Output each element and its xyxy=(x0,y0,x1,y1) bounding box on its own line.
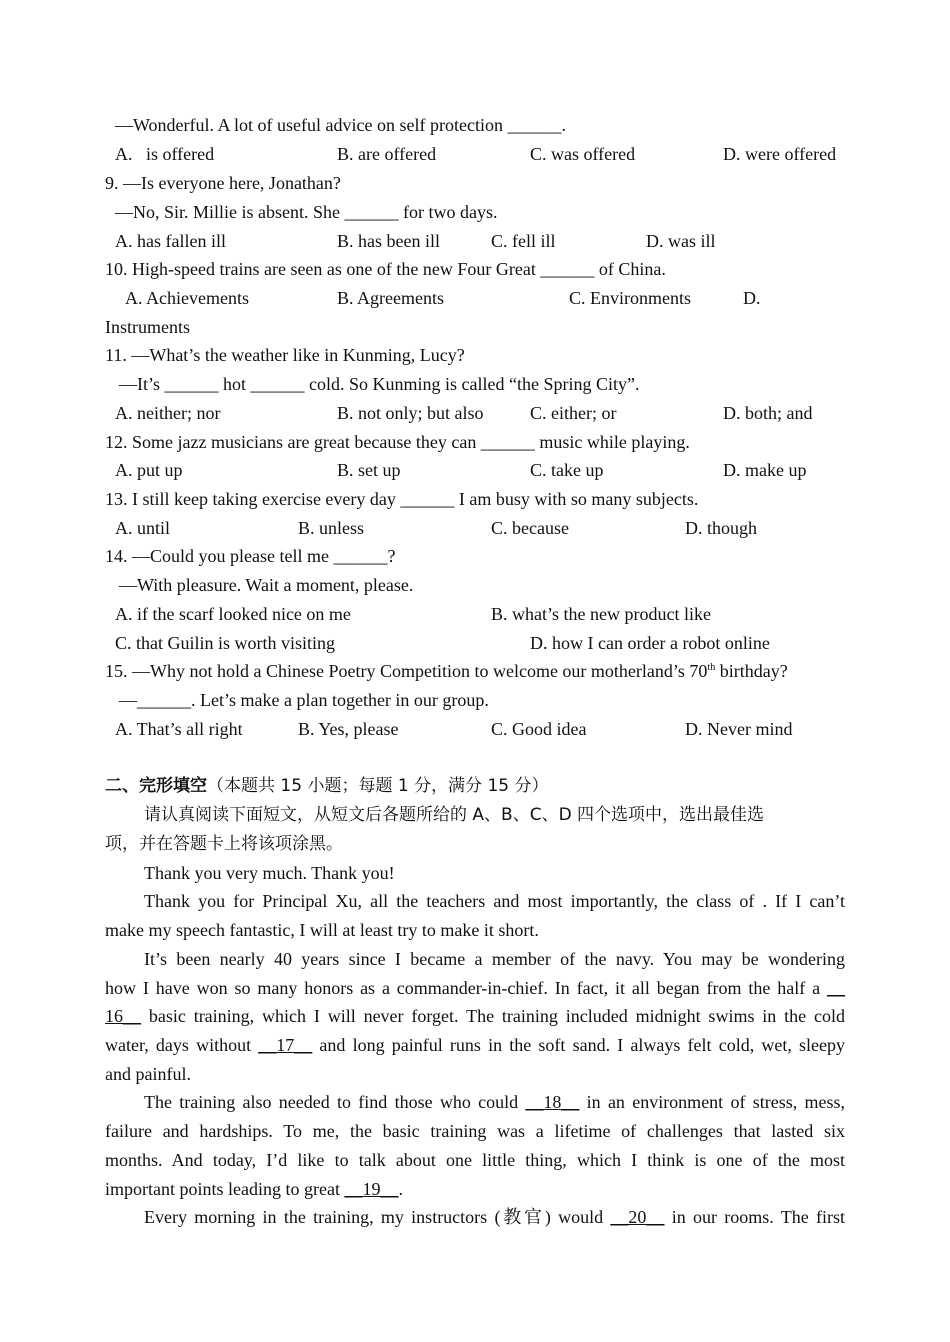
section-heading: 二、完形填空（本题共 15 小题；每题 1 分，满分 15 分） xyxy=(105,776,549,796)
q8-option-b: B. are offered xyxy=(337,144,437,164)
q15-answer-line: —______. Let’s make a plan together in our group. xyxy=(119,690,489,710)
passage-p2-line-2: make my speech fantastic, I will at least try to make it short. xyxy=(105,920,539,940)
q15-superscript: th xyxy=(707,662,716,673)
q10-option-b: B. Agreements xyxy=(337,288,444,308)
q12-option-d: D. make up xyxy=(723,460,807,480)
q10-option-d: D. xyxy=(743,288,761,308)
q12-question: 12. Some jazz musicians are great because they can ______ music while playing. xyxy=(105,432,690,452)
q8-answer-line: —Wonderful. A lot of useful advice on self protection ______. xyxy=(115,115,566,135)
q9-option-c: C. fell ill xyxy=(491,231,556,251)
q14-question: 14. —Could you please tell me ______? xyxy=(105,546,396,566)
passage-p3-line-2: how I have won so many honors as a commander-in-chief. In fact, it all began from the half a __ xyxy=(105,978,845,998)
q15-option-d: D. Never mind xyxy=(685,719,793,739)
q15-option-a: A. That’s all right xyxy=(115,719,243,739)
blank-16-start: __ xyxy=(827,978,845,998)
q11-option-d: D. both; and xyxy=(723,403,813,423)
q11-question: 11. —What’s the weather like in Kunming, Lucy? xyxy=(105,345,465,365)
q13-option-a: A. until xyxy=(115,518,171,538)
q9-question: 9. —Is everyone here, Jonathan? xyxy=(105,173,341,193)
q11-answer-line: —It’s ______ hot ______ cold. So Kunming is called “the Spring City”. xyxy=(119,374,640,394)
passage-p4-line-3: months. And today, I’d like to talk about one little thing, which I think is one of the most xyxy=(105,1150,845,1170)
blank-20: __20__ xyxy=(610,1207,665,1227)
q15-option-c: C. Good idea xyxy=(491,719,587,739)
passage-p3-line-5: and painful. xyxy=(105,1064,191,1084)
blank-16: 16__ xyxy=(105,1006,141,1026)
q8-option-d: D. were offered xyxy=(723,144,837,164)
passage-p4-line-2: failure and hardships. To me, the basic training was a lifetime of challenges that lasted six xyxy=(105,1121,845,1141)
passage-p3-line-1: It’s been nearly 40 years since I became a member of the navy. You may be wondering xyxy=(144,949,845,969)
instruction-line-2: 项，并在答题卡上将该项涂黑。 xyxy=(105,834,343,854)
q14-option-b: B. what’s the new product like xyxy=(491,604,711,624)
q8-option-a: A. is offered xyxy=(115,144,215,164)
passage-p3-line-3: 16__ basic training, which I will never forget. The training included midnight swims in the cold xyxy=(105,1006,845,1026)
q13-option-c: C. because xyxy=(491,518,569,538)
q13-option-b: B. unless xyxy=(298,518,365,538)
q14-option-d: D. how I can order a robot online xyxy=(530,633,770,653)
q10-question: 10. High-speed trains are seen as one of the new Four Great ______ of China. xyxy=(105,259,666,279)
q11-option-c: C. either; or xyxy=(530,403,617,423)
passage-p4-line-1: The training also needed to find those who could __18__ in an environment of stress, mess, xyxy=(144,1092,845,1112)
q10-option-a: A. Achievements xyxy=(125,288,249,308)
passage-p4-line-4: important points leading to great __19__. xyxy=(105,1179,403,1199)
q11-option-b: B. not only; but also xyxy=(337,403,484,423)
q12-option-a: A. put up xyxy=(115,460,183,480)
blank-18: __18__ xyxy=(525,1092,580,1112)
q13-question: 13. I still keep taking exercise every day ______ I am busy with so many subjects. xyxy=(105,489,699,509)
q10-option-c: C. Environments xyxy=(569,288,691,308)
passage-p2-line-1: Thank you for Principal Xu, all the teachers and most importantly, the class of . If I can’t xyxy=(144,891,845,911)
q15-question: 15. —Why not hold a Chinese Poetry Competition to welcome our motherland’s 70th birthday? xyxy=(105,661,788,681)
q12-option-b: B. set up xyxy=(337,460,401,480)
q13-option-d: D. though xyxy=(685,518,757,538)
q9-answer-line: —No, Sir. Millie is absent. She ______ for two days. xyxy=(115,202,498,222)
q11-option-a: A. neither; nor xyxy=(115,403,221,423)
blank-17: __17__ xyxy=(258,1035,313,1055)
q14-option-c: C. that Guilin is worth visiting xyxy=(115,633,336,653)
q9-option-b: B. has been ill xyxy=(337,231,440,251)
q10-option-d-text: Instruments xyxy=(105,317,190,337)
q9-option-a: A. has fallen ill xyxy=(115,231,226,251)
passage-p1: Thank you very much. Thank you! xyxy=(144,863,395,883)
q9-option-d: D. was ill xyxy=(646,231,716,251)
q12-option-c: C. take up xyxy=(530,460,604,480)
q15-option-b: B. Yes, please xyxy=(298,719,399,739)
q14-option-a: A. if the scarf looked nice on me xyxy=(115,604,351,624)
q8-option-c: C. was offered xyxy=(530,144,636,164)
q14-answer-line: —With pleasure. Wait a moment, please. xyxy=(119,575,414,595)
passage-p5-line-1: Every morning in the training, my instructors (教官) would __20__ in our rooms. The first xyxy=(144,1207,845,1227)
passage-p3-line-4: water, days without __17__ and long painful runs in the soft sand. I always felt cold, wet, sleepy xyxy=(105,1035,846,1055)
instruction-line-1: 请认真阅读下面短文，从短文后各题所给的 A、B、C、D 四个选项中，选出最佳选 xyxy=(144,805,765,825)
blank-19: __19__ xyxy=(344,1179,399,1199)
